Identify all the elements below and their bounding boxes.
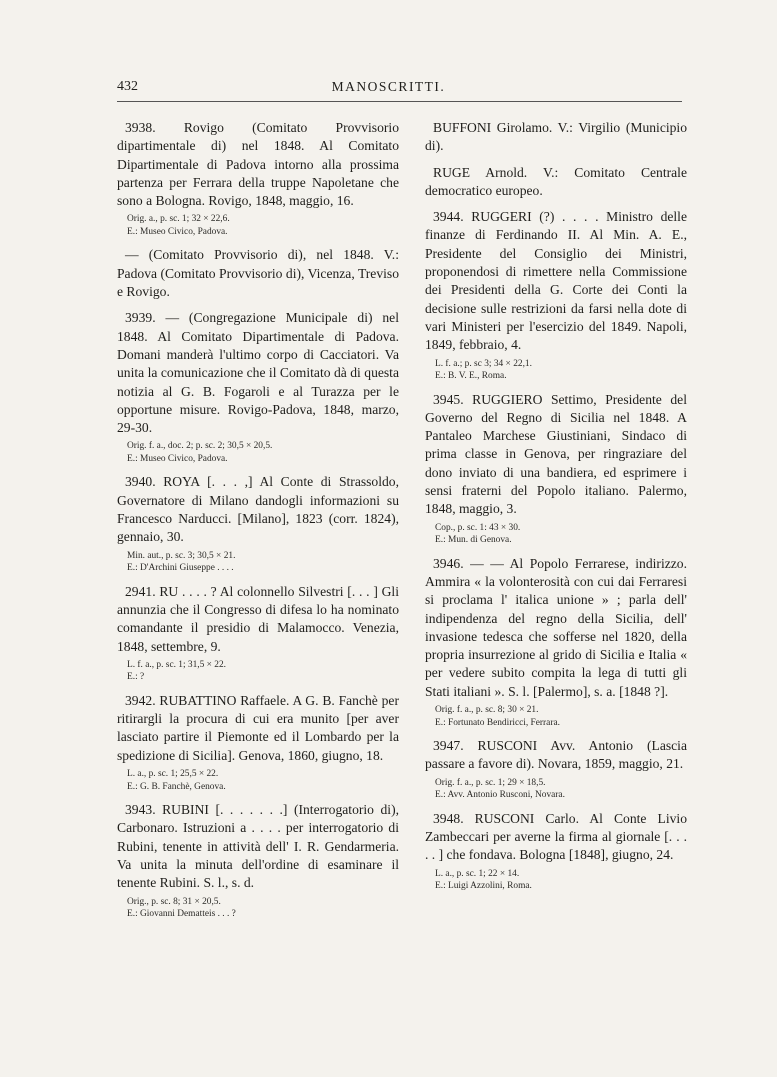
- entry-note: L. f. a., p. sc. 1; 31,5 × 22.: [127, 659, 227, 670]
- left-column: [117, 119, 399, 929]
- entry-text: 2941. RU . . . . ? Al colonnello Silvestri [. . . ] Gli annunzia che il Congresso di difesa lo ha nominato comandante il presidio di Malamocco. Venezia, 1848, settembre, 9.: [117, 583, 399, 654]
- catalog-entry: [425, 737, 687, 802]
- catalog-entry: [117, 583, 399, 684]
- entry-note: Min. aut., p. sc. 3; 30,5 × 21.: [127, 550, 236, 561]
- entry-note: E.: Giovanni Dematteis . . . ?: [127, 909, 236, 919]
- right-column: [425, 119, 687, 901]
- entry-text: 3945. RUGGIERO Settimo, Presidente del Governo del Regno di Sicilia nel 1848. A Pantaleo Marchese Giustiniani, Sindaco di prima classe in Genova, per ringraziare del dono inviato di una bandiera, ed esprimere i sensi fraterni del Popolo italiano. Palermo, 1848, maggio, 3.: [425, 391, 687, 517]
- catalog-entry: [425, 164, 687, 201]
- entry-text: 3944. RUGGERI (?) . . . . Ministro delle finanze di Ferdinando II. Al Min. A. E., Presidente del Consiglio dei Ministri, proponendosi di rimettere nella Commissione dei Presidenti della G. Corte dei Conti la decisione sulle restrizioni da farsi nella dote di vari Ministeri per l'esercizio del 1849. Napoli, 1849, febbraio, 4.: [425, 209, 687, 353]
- page-number: 432: [117, 79, 138, 94]
- header-rule: [117, 101, 682, 102]
- catalog-entry: [117, 246, 399, 301]
- catalog-entry: [117, 473, 399, 574]
- entry-text: RUGE Arnold. V.: Comitato Centrale democratico europeo.: [425, 164, 687, 198]
- catalog-entry: [117, 309, 399, 465]
- entry-text: 3938. Rovigo (Comitato Provvisorio dipartimentale di) nel 1848. Al Comitato Dipartimentale di Padova intorno alla prossima partenza per Ferrara della truppe Napoletane che sono a Bologna. Rovigo, 1848, maggio, 16.: [117, 120, 399, 209]
- catalog-entry: [117, 692, 399, 793]
- catalog-entry: [117, 119, 399, 238]
- entry-note: E.: Mun. di Genova.: [435, 535, 512, 546]
- entry-note: Cop., p. sc. 1: 43 × 30.: [435, 522, 521, 533]
- entry-text: 3942. RUBATTINO Raffaele. A G. B. Fanchè per ritirargli la procura di cui era munito [per aver lasciato partire il Piemonte ed il Lombardo per la spedizione di Sicilia]. Genova, 1860, giugno, 18.: [117, 692, 399, 763]
- entry-note: E.: Museo Civico, Padova.: [127, 453, 228, 464]
- entry-note: Orig., p. sc. 8; 31 × 20,5.: [127, 896, 221, 907]
- catalog-entry: [425, 391, 687, 547]
- entry-note: L. a., p. sc. 1; 22 × 14.: [435, 868, 520, 879]
- entry-note: E.: Museo Civico, Padova.: [127, 226, 228, 237]
- entry-text: 3946. — — Al Popolo Ferrarese, indirizzo. Ammira « la volonterosità con cui dai Ferraresi si proclama l' italica unione » ; parla dell' indipendenza del regno della Sicilia, dell' invasione tedesca che sofferse nel 1820, della propria insurrezione al grido di Sicilia e Italia « per vedere subito compita la lega di tutti gli Stati italiani ». S. l. [Palermo], s. a. [1848 ?].: [425, 555, 687, 699]
- entry-note: Orig. a., p. sc. 1; 32 × 22,6.: [127, 214, 230, 225]
- entry-text: BUFFONI Girolamo. V.: Virgilio (Municipio di).: [425, 120, 687, 154]
- entry-note: E.: Luigi Azzolini, Roma.: [435, 881, 532, 891]
- entry-note: L. a., p. sc. 1; 25,5 × 22.: [127, 769, 219, 780]
- entry-note: Orig. f. a., p. sc. 8; 30 × 21.: [435, 705, 539, 716]
- catalog-entry: [425, 119, 687, 156]
- entry-note: E.: D'Archini Giuseppe . . . .: [127, 563, 234, 574]
- catalog-entry: [425, 208, 687, 382]
- catalog-entry: [425, 810, 687, 893]
- entry-note: E.: G. B. Fanchè, Genova.: [127, 781, 226, 792]
- entry-note: L. f. a.; p. sc 3; 34 × 22,1.: [435, 358, 532, 369]
- entry-note: Orig. f. a., doc. 2; p. sc. 2; 30,5 × 20,5.: [127, 441, 273, 452]
- entry-note: E.: B. V. E., Roma.: [435, 371, 507, 382]
- entry-text: — (Comitato Provvisorio di), nel 1848. V.: Padova (Comitato Provvisorio di), Vicenza, Treviso e Rovigo.: [117, 247, 399, 300]
- entry-text: 3940. ROYA [. . . ,] Al Conte di Strassoldo, Governatore di Milano dandogli informazioni su Francesco Narducci. [Milano], 1823 (corr. 1824), gennaio, 30.: [117, 474, 399, 545]
- catalog-entry: [425, 555, 687, 729]
- entry-text: 3939. — (Congregazione Municipale di) nel 1848. Al Comitato Dipartimentale di Padova. Domani manderà l'ultimo corpo di Cacciatori. Va unita la comunicazione che il Comitato dà di questa notizia al G. B. Fogaroli e al Turazza per le opportune misure. Rovigo-Padova, 1848, marzo, 29-30.: [117, 310, 399, 436]
- entry-note: E.: ?: [127, 672, 145, 683]
- entry-note: E.: Avv. Antonio Rusconi, Novara.: [435, 790, 565, 801]
- entry-text: 3943. RUBINI [. . . . . . .] (Interrogatorio di), Carbonaro. Istruzioni a . . . . per interrogatorio di Rubini, tenente in attività dell' I. R. Gendarmeria. Va unita la minuta dell'ordine di esaminare il tenente Rubini. S. l., s. d.: [117, 802, 399, 891]
- catalog-entry: [117, 801, 399, 920]
- entry-text: 3948. RUSCONI Carlo. Al Conte Livio Zambeccari per averne la firma al giornale [. . . . . ] che fondava. Bologna [1848], giugno, 24.: [425, 810, 687, 863]
- entry-note: E.: Fortunato Bendiricci, Ferrara.: [435, 717, 560, 728]
- running-title: MANOSCRITTI.: [331, 79, 446, 94]
- entry-note: Orig. f. a., p. sc. 1; 29 × 18,5.: [435, 777, 546, 788]
- entry-text: 3947. RUSCONI Avv. Antonio (Lascia passare a favore di). Novara, 1859, maggio, 21.: [425, 738, 687, 772]
